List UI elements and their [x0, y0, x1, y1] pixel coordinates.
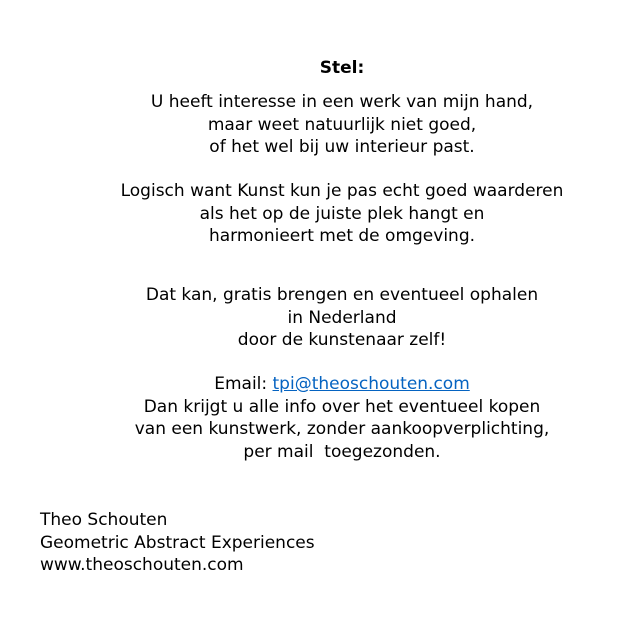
paragraph-line: harmonieert met de omgeving. — [208, 226, 476, 246]
paragraph-line: U heeft interesse in een werk van mijn hand, — [150, 92, 534, 112]
signature-block — [40, 509, 315, 577]
heading-stel: Stel: — [319, 58, 365, 78]
paragraph-line: als het op de juiste plek hangt en — [199, 203, 485, 224]
paragraph-line: maar weet natuurlijk niet goed, — [207, 114, 477, 135]
paragraph-line: Logisch want Kunst kun je pas echt goed waarderen — [120, 181, 564, 201]
paragraph-contact — [0, 373, 627, 463]
paragraph-appreciation — [0, 180, 627, 248]
paragraph-line: van een kunstwerk, zonder aankoopverplichting, — [134, 419, 550, 439]
paragraph-line: per mail toegezonden. — [243, 441, 441, 462]
paragraph-line: Dat kan, gratis brengen en eventueel ophalen — [145, 285, 539, 305]
paragraph-line: of het wel bij uw interieur past. — [209, 137, 475, 157]
email-label: Email: — [214, 374, 273, 394]
signature-website: www.theoschouten.com — [40, 555, 244, 575]
paragraph-line: in Nederland — [287, 307, 397, 328]
paragraph-delivery — [0, 284, 627, 352]
signature-name: Theo Schouten — [40, 510, 168, 530]
paragraph-line: Dan krijgt u alle info over het eventueel kopen — [143, 396, 541, 417]
signature-tagline: Geometric Abstract Experiences — [40, 532, 315, 553]
paragraph-line: door de kunstenaar zelf! — [237, 330, 447, 350]
paragraph-interest — [0, 91, 627, 159]
email-line — [0, 373, 627, 396]
email-link[interactable]: tpi@theoschouten.com — [272, 374, 470, 394]
